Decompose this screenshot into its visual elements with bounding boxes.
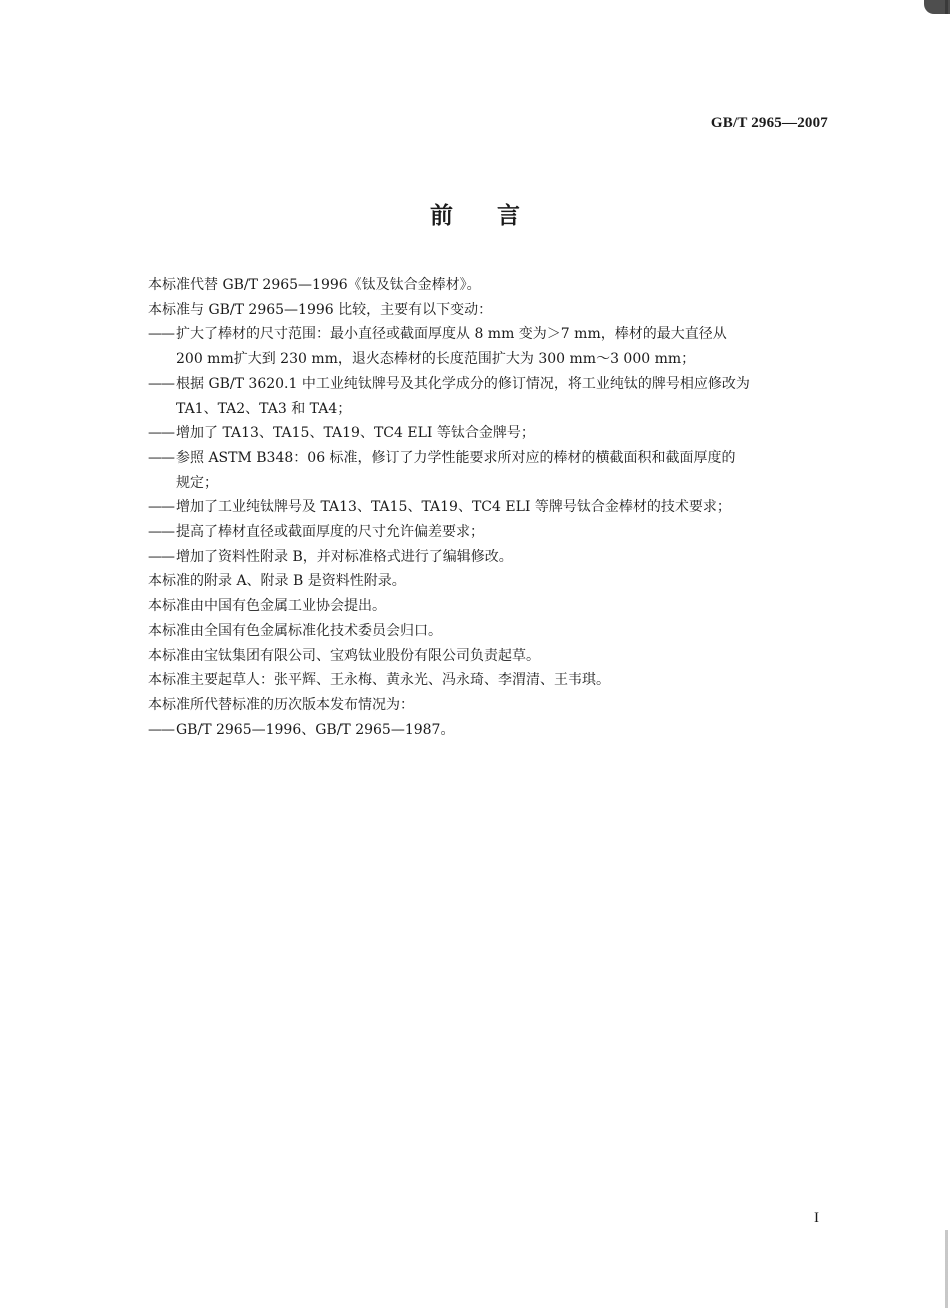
item-line: 200 mm扩大到 230 mm，退火态棒材的长度范围扩大为 300 mm～3 000 mm； (176, 351, 696, 368)
change-item-grade-rename (148, 372, 838, 421)
paragraph-drafters: 本标准主要起草人：张平辉、王永梅、黄永光、冯永琦、李渭清、王韦琪。 (148, 672, 610, 689)
item-dash: —— (148, 326, 174, 343)
previous-editions-item (148, 718, 838, 743)
paragraph-proposed-by: 本标准由中国有色金属工业协会提出。 (148, 598, 386, 615)
item-text (176, 322, 838, 371)
previous-editions-text: GB/T 2965—1996、GB/T 2965—1987。 (176, 721, 455, 738)
item-dash: —— (148, 449, 174, 466)
item-dash: —— (148, 499, 174, 516)
change-item-technical-requirements (148, 495, 838, 520)
change-item-annex-b (148, 545, 838, 570)
item-text (176, 421, 838, 446)
item-line: 提高了棒材直径或截面厚度的尺寸允许偏差要求； (176, 524, 484, 541)
page-number: I (814, 1210, 819, 1226)
paragraph-drafted-by: 本标准由宝钛集团有限公司、宝鸡钛业股份有限公司负责起草。 (148, 647, 540, 664)
item-text (176, 372, 838, 421)
item-line: TA1、TA2、TA3 和 TA4； (176, 400, 352, 417)
standard-number: GB/T 2965—2007 (710, 115, 828, 131)
item-dash: —— (148, 548, 174, 565)
item-line: 增加了工业纯钛牌号及 TA13、TA15、TA19、TC4 ELI 等牌号钛合金棒材的技术要求； (176, 499, 731, 516)
item-line: 规定； (176, 474, 218, 491)
paragraph-changes-intro: 本标准与 GB/T 2965—1996 比较，主要有以下变动： (148, 301, 493, 318)
change-item-new-grades (148, 421, 838, 446)
item-text (176, 520, 838, 545)
item-text (176, 495, 838, 520)
paragraph-under-jurisdiction: 本标准由全国有色金属标准化技术委员会归口。 (148, 622, 442, 639)
item-line: 根据 GB/T 3620.1 中工业纯钛牌号及其化学成分的修订情况，将工业纯钛的牌号相应修改为 (176, 375, 750, 392)
item-dash: —— (148, 425, 174, 442)
item-line: 扩大了棒材的尺寸范围：最小直径或截面厚度从 8 mm 变为＞7 mm，棒材的最大直径从 (176, 326, 727, 343)
item-line: 增加了资料性附录 B，并对标准格式进行了编辑修改。 (176, 548, 513, 565)
change-item-astm-reference (148, 446, 838, 495)
item-dash: —— (148, 524, 174, 541)
item-line: 增加了 TA13、TA15、TA19、TC4 ELI 等钛合金牌号； (176, 425, 535, 442)
paragraph-edition-history: 本标准所代替标准的历次版本发布情况为： (148, 696, 414, 713)
change-item-tolerances (148, 520, 838, 545)
page-title: 前言 (430, 203, 564, 229)
change-item-size-range (148, 322, 838, 371)
paragraph-annexes: 本标准的附录 A、附录 B 是资料性附录。 (148, 573, 406, 590)
item-text (176, 545, 838, 570)
item-text (176, 446, 838, 495)
paragraph-replaces: 本标准代替 GB/T 2965—1996《钛及钛合金棒材》。 (148, 277, 481, 293)
item-dash: —— (148, 721, 174, 738)
foreword-body (148, 273, 838, 742)
item-line: 参照 ASTM B348：06 标准，修订了力学性能要求所对应的棒材的横截面积和截面厚度的 (176, 449, 736, 466)
item-dash: —— (148, 375, 174, 392)
